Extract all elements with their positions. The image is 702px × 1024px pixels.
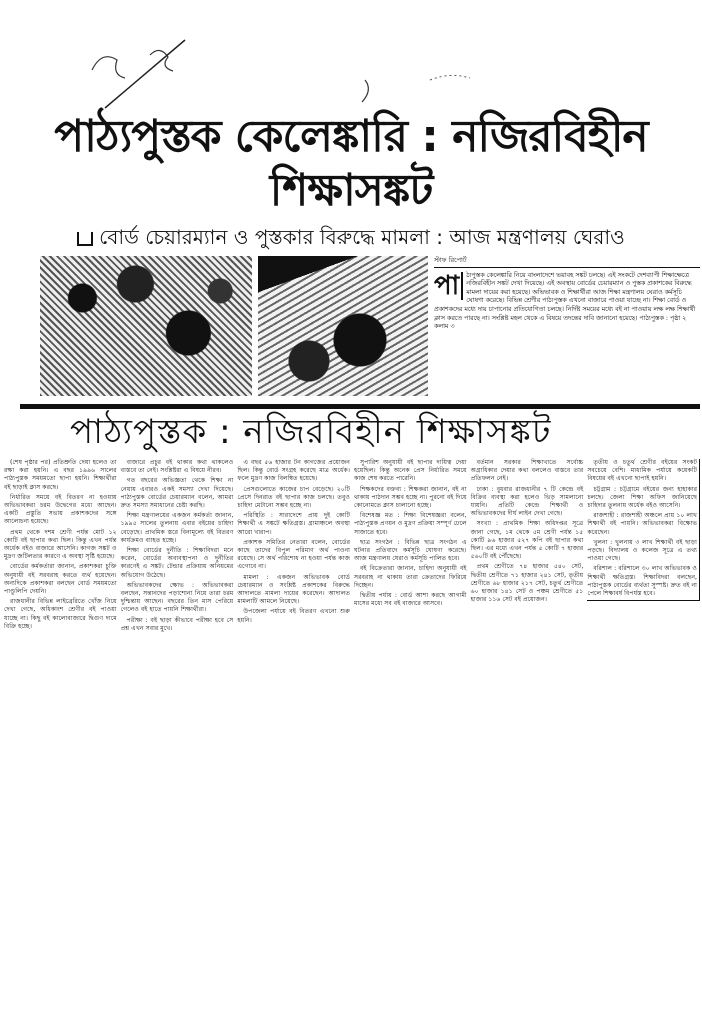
drop-cap: পা — [434, 272, 463, 300]
paragraph: প্রথম শ্রেণীতে ৭৪ হাজার ৫৪০ সেট, দ্বিতীয় শ্রেণীতে ৭১ হাজার ২৪১ সেট, তৃতীয় শ্রেণীতে ৬৮ হাজার ২১৭ সেট, চতুর্থ শ্রেণীতে ৬০ হাজার ১৪১ সেট ও পঞ্চম শ্রেণীতে ৫১ হাজার ১১৬ সেট বই প্রয়োজন। — [470, 563, 584, 604]
paragraph: শিক্ষকদের বক্তব্য : শিক্ষকরা জানান, বই না থাকায় পাঠদান সম্ভব হচ্ছে না। পুরনো বই দিয়ে কোনোমতে ক্লাস চালানো হচ্ছে। — [353, 485, 467, 510]
section-banner-title: পাঠ্যপুস্তক : নজিরবিহীন শিক্ষাসঙ্কট — [70, 412, 552, 452]
paragraph: ঢাকা : বুধবার রাজধানীর ৭ টি কেন্দ্রে বই বিক্রির ব্যবস্থা করা হলেও ভিড় সামলানো যায়নি। প্রতিটি কেন্দ্রে শিক্ষার্থী ও অভিভাবকদের দীর্ঘ লাইন দেখা গেছে। — [470, 485, 584, 518]
top-row — [40, 256, 700, 396]
handwritten-annotation — [0, 0, 702, 110]
article-column-1 — [4, 459, 117, 633]
paragraph: এ বছর ৫৬ হাজার টন কাগজের প্রয়োজন ছিল। কিন্তু বোর্ড সংগ্রহ করেছে মাত্র অর্ধেক। ফলে মুদ্রণ কাজ বিলম্বিত হয়েছে। — [237, 459, 350, 483]
paragraph: দ্বিতীয় পর্যায় : বোর্ড আশা করছে আগামী মাসের মধ্যে সব বই বাজারে আসবে। — [353, 592, 467, 608]
paragraph: পরীক্ষা : বই ছাড়া কীভাবে পরীক্ষা হবে সে প্রশ্ন এখন সবার মুখে। — [120, 616, 234, 632]
article-column-6 — [587, 459, 700, 601]
paragraph: গত বছরের অভিজ্ঞতা থেকে শিক্ষা না নেয়ায় এবারও একই সমস্যা দেখা দিয়েছে। পাঠ্যপুস্তক বোর্ডের চেয়ারম্যান বলেন, আমরা দ্রুত সমস্যা সমাধানের চেষ্টা করছি। — [120, 477, 234, 510]
byline: স্টাফ রিপোর্ট — [434, 256, 700, 268]
bullet-box-icon — [77, 232, 93, 246]
paragraph: বোর্ডের কর্মকর্তারা জানান, প্রকাশকরা চুক্তি অনুযায়ী বই সরবরাহ করতে ব্যর্থ হয়েছেন। অন্যদিকে প্রকাশকরা বলছেন বোর্ড সময়মতো পাণ্ডুলিপি দেয়নি। — [4, 563, 117, 596]
paragraph: বাজারে প্রচুর বই থাকার কথা থাকলেও বাস্তবে তা নেই। সংশ্লিষ্টরা এ বিষয়ে নীরব। — [120, 459, 234, 475]
paragraph: (শেষ পৃষ্ঠার পর) প্রতিশ্রুতি দেয়া হলেও তা রক্ষা করা হয়নি। এ বছর ১৯৯৬ সালের পাঠ্যপুস্তক সময়মতো ছাপা হয়নি। শিক্ষার্থীরা বই ছাড়াই ক্লাস করছে। — [4, 459, 117, 491]
paragraph: উপজেলা পর্যায়ে বই বিতরণ এখনো শুরু হয়নি। — [237, 608, 350, 624]
paragraph: পরিস্থিতি : সারাদেশে প্রায় দুই কোটি শিক্ষার্থী এ সঙ্কটে ক্ষতিগ্রস্ত। গ্রামাঞ্চলে অবস্থা আরো খারাপ। — [237, 512, 350, 536]
paragraph: রাজধানীর বিভিন্ন লাইব্রেরিতে খোঁজ নিয়ে দেখা গেছে, অধিকাংশ শ্রেণীর বই পাওয়া যাচ্ছে না। কিছু বই কালোবাজারে দ্বিগুণ দামে বিক্রি হচ্ছে। — [4, 598, 117, 630]
news-photo-crowd — [40, 256, 252, 396]
article-columns — [4, 459, 700, 635]
paragraph: সংখ্যা : প্রাথমিক শিক্ষা অধিদপ্তর সূত্রে জানা গেছে, ১ম থেকে ৫ম শ্রেণী পর্যন্ত ১৫ কোটি ৯৬ হাজার ৫২৭ কপি বই ছাপার কথা ছিল। এর মধ্যে এখন পর্যন্ত ৫ কোটি ৭ হাজার ৫৬০টি বই পৌঁছেছে। — [470, 520, 584, 561]
paragraph: বই বিক্রেতারা জানান, চাহিদা অনুযায়ী বই সরবরাহ না থাকায় তারা ক্রেতাদের ফিরিয়ে দিচ্ছেন। — [353, 565, 467, 589]
intro-article — [434, 256, 700, 332]
paragraph: শিক্ষা বোর্ডের দুর্নীতি : শিক্ষাবিদরা মনে করেন, বোর্ডের অব্যবস্থাপনা ও দুর্নীতির কারণেই এ সঙ্কট। টেন্ডার প্রক্রিয়ায় অনিয়মের অভিযোগ উঠেছে। — [120, 547, 234, 579]
paragraph: তৃতীয় ও চতুর্থ শ্রেণীর বইয়ের সংকট সবচেয়ে বেশি। মাধ্যমিক পর্যায়ে কয়েকটি বিষয়ের বই এখনো ছাপাই হয়নি। — [587, 459, 697, 483]
paragraph: খুলনা : খুলনায় ৩ লাখ শিক্ষার্থী বই ছাড়া পড়ছে। বিদ্যালয় ও কলেজ সূত্রে এ তথ্য পাওয়া গেছে। — [587, 538, 697, 563]
paragraph: নির্ধারিত সময়ে বই বিতরণ না হওয়ায় অভিভাবকরা চরম উদ্বেগের মধ্যে আছেন। একটি প্রস্তুতি সভায় প্রকাশকদের সঙ্গে আলোচনা হয়েছে। — [4, 493, 117, 526]
intro-text: ঠ্যপুস্তক কেলেঙ্কারি নিয়ে বাংলাদেশে ভয়াবহ সঙ্কট চলছে। এই সংকটে দেশব্যাপী শিক্ষাক্ষেত্রে নজিরবিহীন সঙ্কট দেখা দিয়েছে। এই অবস্থায় বোর্ডের চেয়ারম্যান ও পুস্তক প্রকাশকের বিরুদ্ধে মামলা দায়ের করা হয়েছে। অভিভাবক ও শিক্ষার্থীরা আজ শিক্ষা মন্ত্রণালয় ঘেরাও কর্মসূচি ঘোষণা করেছে। বিভিন্ন শ্রেণীর পাঠ্যপুস্তক এখনো বাজারে পাওয়া যাচ্ছে না। শিক্ষা বোর্ড ও প্রকাশকদের মধ্যে দায় চাপানোর প্রতিযোগিতা চলছে। নির্দিষ্ট সময়ের মধ্যে বই না পাওয়ায় লক্ষ লক্ষ শিক্ষার্থী ক্লাস করতে পারছে না। সংশ্লিষ্ট মহল থেকে এ বিষয়ে তদন্তের দাবি জানানো হয়েছে। পাঠ্যপুস্তক : পৃষ্ঠা ২ কলাম ৩ — [434, 271, 696, 331]
article-column-3 — [237, 459, 350, 627]
news-photo-protest — [258, 256, 428, 396]
section-banner — [20, 404, 700, 455]
article-column-4 — [354, 459, 467, 610]
paragraph: বরিশাল : বরিশালে ৩০ লাখ অভিভাবক ও শিক্ষার্থী ক্ষতিগ্রস্ত। শিক্ষাবিদরা বলছেন, পাঠ্যপুস্তক বোর্ডের ব্যর্থতা সুস্পষ্ট। দ্রুত বই না পেলে শিক্ষাবর্ষ বিপর্যস্ত হবে। — [587, 565, 697, 598]
paragraph: শিক্ষা মন্ত্রণালয়ের একজন কর্মকর্তা জানান, ১৯৯৫ সালের তুলনায় এবার বইয়ের চাহিদা বেড়েছে। প্রাথমিক স্তরে বিনামূল্যে বই বিতরণ কার্যক্রমও ব্যাহত হচ্ছে। — [120, 512, 234, 544]
paragraph: প্রকাশক সমিতির নেতারা বলেন, বোর্ডের কাছে তাদের বিপুল পরিমাণ অর্থ পাওনা রয়েছে। সে অর্থ পরিশোধ না হওয়া পর্যন্ত কাজ এগোবে না। — [237, 538, 350, 571]
paragraph: চট্টগ্রাম : চট্টগ্রামে বইয়ের জন্য হাহাকার চলছে। জেলা শিক্ষা অফিস জানিয়েছে চাহিদার তুলনায় অর্ধেক বইও আসেনি। — [587, 485, 697, 510]
paragraph: অভিভাবকদের ক্ষোভ : অভিভাবকরা বলছেন, সন্তানদের পড়াশোনা নিয়ে তারা চরম দুশ্চিন্তায় আছেন। বছরের তিন মাস পেরিয়ে গেলেও বই হাতে পায়নি শিক্ষার্থীরা। — [120, 581, 234, 614]
article-column-5 — [471, 459, 584, 606]
paragraph: বিশেষজ্ঞ মত : শিক্ষা বিশেষজ্ঞরা বলেন, পাঠ্যপুস্তক প্রণয়ন ও মুদ্রণ প্রক্রিয়া সম্পূর্ণ ঢেলে সাজাতে হবে। — [353, 512, 467, 536]
paragraph: ছাত্র সংগঠন : বিভিন্ন ছাত্র সংগঠন এ ঘটনার প্রতিবাদে কর্মসূচি ঘোষণা করেছে। আজ মন্ত্রণালয় ঘেরাও কর্মসূচি পালিত হবে। — [353, 538, 467, 563]
main-headline: পাঠ্যপুস্তক কেলেঙ্কারি : নজিরবিহীন শিক্ষাসঙ্কট — [54, 111, 648, 216]
subheadline-text: বোর্ড চেয়ারম্যান ও পুস্তকার বিরুদ্ধে মামলা : আজ মন্ত্রণালয় ঘেরাও — [99, 225, 625, 249]
paragraph: সুপারিশ অনুযায়ী বই ছাপার দায়িত্ব দেয়া হয়েছিল। কিন্তু অনেক প্রেস নির্ধারিত সময়ে কাজ শেষ করতে পারেনি। — [353, 459, 467, 483]
subheadline — [10, 224, 692, 250]
paragraph: প্রেসগুলোতে কাজের চাপ বেড়েছে। ২০টি প্রেসে দিনরাত বই ছাপার কাজ চলছে। তবুও চাহিদা মেটানো সম্ভব হচ্ছে না। — [237, 485, 350, 510]
paragraph: প্রথম থেকে দশম শ্রেণী পর্যন্ত মোট ১২ কোটি বই ছাপার কথা ছিল। কিন্তু এখন পর্যন্ত অর্ধেক বইও বাজারে আসেনি। কাগজ সঙ্কট ও মুদ্রণ জটিলতার কারণে এ অবস্থা সৃষ্টি হয়েছে। — [4, 528, 117, 561]
article-column-2 — [121, 459, 234, 635]
paragraph: বর্তমান সরকার শিক্ষাখাতে সর্বোচ্চ অগ্রাধিকার দেয়ার কথা বললেও বাস্তবে তার প্রতিফলন নেই। — [470, 459, 584, 483]
paragraph: মামলা : একজন অভিভাবক বোর্ড চেয়ারম্যান ও সংশ্লিষ্ট প্রকাশকের বিরুদ্ধে আদালতে মামলা দায়ের করেছেন। আদালত মামলাটি আমলে নিয়েছে। — [237, 573, 350, 606]
paragraph: রাজশাহী : রাজশাহী অঞ্চলে প্রায় ১০ লাখ শিক্ষার্থী বই পায়নি। অভিভাবকরা বিক্ষোভ করেছেন। — [587, 512, 697, 536]
